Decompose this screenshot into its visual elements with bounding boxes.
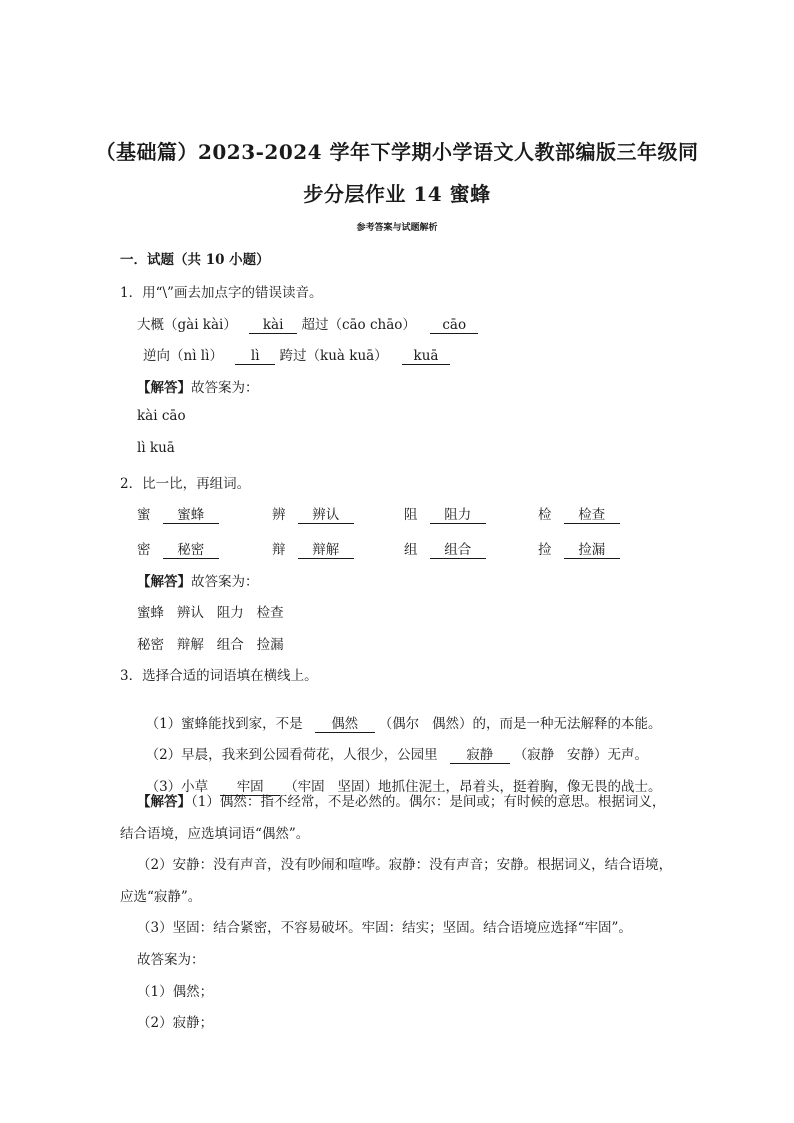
q3-explanation-3: （3）坚固：结合紧密，不容易破坏。牢固：结实；坚固。结合语境应选择“牢固”。 <box>137 920 632 936</box>
q1-row1 <box>137 313 478 334</box>
q2-solution-label: 【解答】 <box>137 574 191 590</box>
q3-explanation-2a: （2）安静：没有声音，没有吵闹和喧哗。寂静：没有声音；安静。根据词义，结合语境， <box>137 857 673 873</box>
q1-answer-line2: lì kuā <box>137 440 175 456</box>
q1-row2-a-prefix: 逆向（nì lì） <box>143 348 223 364</box>
q2-answer-line2: 秘密 辩解 组合 捡漏 <box>137 637 284 653</box>
q2-char: 检 <box>538 507 552 523</box>
q2-row2-item-0 <box>137 538 219 559</box>
q1-row1-a-answer: kài <box>249 318 297 334</box>
q1-solution-text: 故答案为： <box>191 380 259 396</box>
q3-final-2: （2）寂静； <box>137 1015 214 1031</box>
q1-row1-a-prefix: 大概（gài kài） <box>137 317 237 333</box>
q1-row2 <box>143 344 450 365</box>
q3-s1-post: （偶尔 偶然）的，而是一种无法解释的本能。 <box>378 716 662 732</box>
q2-char: 辩 <box>272 542 286 558</box>
q2-answer: 阻力 <box>430 508 486 524</box>
q2-solution-text: 故答案为： <box>191 574 259 590</box>
q2-row1-item-0 <box>137 503 219 524</box>
document-title-line2: 步分层作业 14 蜜蜂 <box>303 182 491 206</box>
q2-row1-item-3 <box>538 503 620 524</box>
q3-s1-pre: （1）蜜蜂能找到家，不是 <box>145 716 303 732</box>
q2-char: 蜜 <box>137 507 151 523</box>
q3-conclude: 故答案为： <box>137 952 205 968</box>
q3-explanation-2b: 应选“寂静”。 <box>120 889 202 905</box>
q2-row2-item-2 <box>404 538 486 559</box>
q3-s1-answer: 偶然 <box>315 717 375 733</box>
q1-row1-b-answer: cāo <box>430 318 478 334</box>
q2-solution <box>137 570 259 590</box>
q1-solution-label: 【解答】 <box>137 380 191 396</box>
q3-s3-pre: （3）小草 <box>145 779 209 795</box>
q3-s2-answer: 寂静 <box>450 748 510 764</box>
q3-s2-post: （寂静 安静）无声。 <box>513 747 649 763</box>
q2-row2-item-3 <box>538 538 620 559</box>
q3-s3-post: （牢固 坚固）地抓住泥土，昂着头，挺着胸，像无畏的战士。 <box>284 779 662 795</box>
q3-explanation-1a <box>137 790 665 810</box>
q2-char: 密 <box>137 542 151 558</box>
q3-explanation-1b: 结合语境，应选填词语“偶然”。 <box>120 826 310 842</box>
q2-answer: 组合 <box>430 543 486 559</box>
document-subtitle: 参考答案与试题解析 <box>356 223 438 233</box>
q2-char: 辨 <box>272 507 286 523</box>
q3-s2-pre: （2）早晨，我来到公园看荷花，人很少，公园里 <box>145 747 438 763</box>
q2-char: 捡 <box>538 542 552 558</box>
q1-row2-b-answer: kuā <box>402 349 450 365</box>
q2-answer: 捡漏 <box>564 543 620 559</box>
q3-s3-answer: 牢固 <box>220 780 280 796</box>
q2-answer: 辨认 <box>298 508 354 524</box>
q1-row2-a-answer: lì <box>235 349 275 365</box>
q3-final-1: （1）偶然； <box>137 984 214 1000</box>
q1-row2-b-prefix: 跨过（kuà kuā） <box>279 348 388 364</box>
q3-prompt: 3．选择合适的词语填在横线上。 <box>120 668 318 684</box>
q2-row1-item-2 <box>404 503 486 524</box>
q2-answer-line1: 蜜蜂 辨认 阻力 检查 <box>137 605 284 621</box>
q2-prompt: 2．比一比，再组词。 <box>120 476 251 492</box>
q1-answer-line1: kài cāo <box>137 408 186 424</box>
section-heading: 一．试题（共 10 小题） <box>120 252 270 268</box>
q2-char: 组 <box>404 542 418 558</box>
q2-answer: 秘密 <box>163 543 219 559</box>
q2-row1-item-1 <box>272 503 354 524</box>
document-title-line1: （基础篇）2023-2024 学年下学期小学语文人教部编版三年级同 <box>95 140 699 164</box>
q2-answer: 辩解 <box>298 543 354 559</box>
q2-answer: 检查 <box>564 508 620 524</box>
q3-solution-label: 【解答】 <box>137 794 191 810</box>
q2-row2-item-1 <box>272 538 354 559</box>
q2-char: 阻 <box>404 507 418 523</box>
q1-solution <box>137 376 259 396</box>
q3-exp1a-text: （1）偶然：指不经常，不是必然的。偶尔：是间或；有时候的意思。根据词义， <box>191 794 666 810</box>
q1-prompt: 1．用“\”画去加点字的错误读音。 <box>120 285 323 301</box>
q2-answer: 蜜蜂 <box>163 508 219 524</box>
q1-row1-b-prefix: 超过（cāo chāo） <box>301 317 416 333</box>
